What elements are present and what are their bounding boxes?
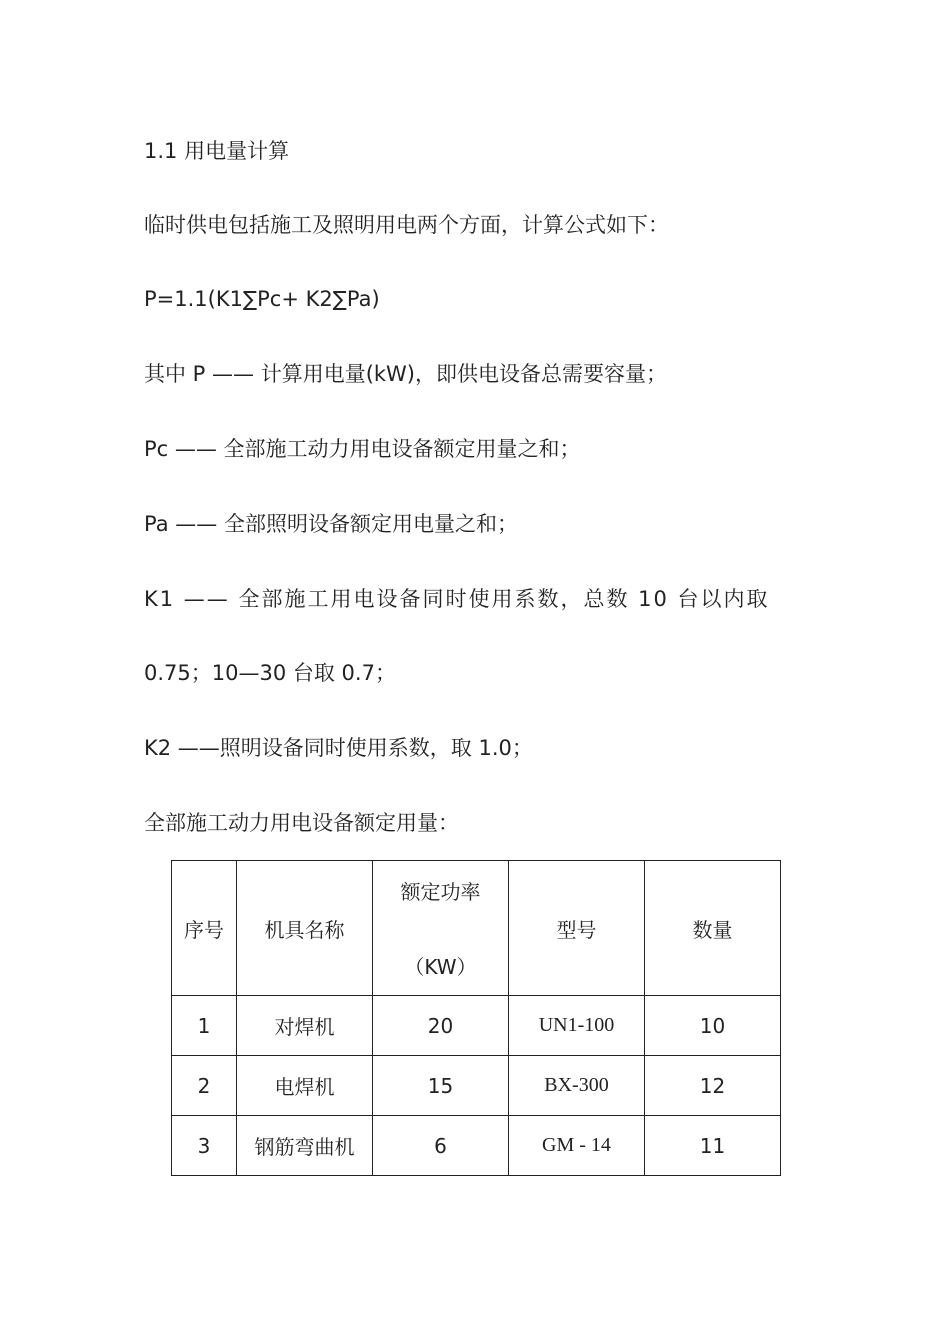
cell-model: GM - 14 bbox=[509, 1116, 645, 1176]
cell-power: 15 bbox=[373, 1056, 509, 1116]
header-power bbox=[373, 861, 509, 996]
formula: P=1.1(K1∑Pc+ K2∑Pa) bbox=[144, 287, 380, 311]
cell-power: 20 bbox=[373, 996, 509, 1056]
table-caption: 全部施工动力用电设备额定用量： bbox=[144, 811, 459, 835]
cell-model: BX-300 bbox=[509, 1056, 645, 1116]
cell-index: 3 bbox=[172, 1116, 237, 1176]
definition-p: 其中 P —— 计算用电量(kW)，即供电设备总需要容量； bbox=[144, 362, 667, 386]
cell-model: UN1-100 bbox=[509, 996, 645, 1056]
cell-name: 对焊机 bbox=[237, 996, 373, 1056]
definition-k1-continued: 0.75；10—30 台取 0.7； bbox=[144, 661, 396, 685]
table-header-row bbox=[172, 861, 781, 996]
header-quantity: 数量 bbox=[645, 861, 781, 996]
cell-index: 1 bbox=[172, 996, 237, 1056]
paragraph-intro: 临时供电包括施工及照明用电两个方面，计算公式如下： bbox=[144, 213, 669, 237]
definition-k2: K2 ——照明设备同时使用系数，取 1.0； bbox=[144, 736, 533, 760]
cell-power: 6 bbox=[373, 1116, 509, 1176]
table-row bbox=[172, 1056, 781, 1116]
table-row bbox=[172, 1116, 781, 1176]
cell-name: 钢筋弯曲机 bbox=[237, 1116, 373, 1176]
definition-k1: K1 —— 全部施工用电设备同时使用系数，总数 10 台以内取 bbox=[144, 587, 770, 611]
cell-index: 2 bbox=[172, 1056, 237, 1116]
section-heading: 1.1 用电量计算 bbox=[144, 139, 290, 163]
cell-quantity: 11 bbox=[645, 1116, 781, 1176]
header-power-unit: （KW） bbox=[404, 955, 477, 979]
header-index: 序号 bbox=[172, 861, 237, 996]
equipment-table bbox=[171, 860, 781, 1176]
cell-quantity: 12 bbox=[645, 1056, 781, 1116]
header-model: 型号 bbox=[509, 861, 645, 996]
definition-pa: Pa —— 全部照明设备额定用电量之和； bbox=[144, 512, 518, 536]
table-row bbox=[172, 996, 781, 1056]
definition-pc: Pc —— 全部施工动力用电设备额定用量之和； bbox=[144, 437, 581, 461]
cell-name: 电焊机 bbox=[237, 1056, 373, 1116]
cell-quantity: 10 bbox=[645, 996, 781, 1056]
header-name: 机具名称 bbox=[237, 861, 373, 996]
header-power-label: 额定功率 bbox=[400, 880, 481, 904]
